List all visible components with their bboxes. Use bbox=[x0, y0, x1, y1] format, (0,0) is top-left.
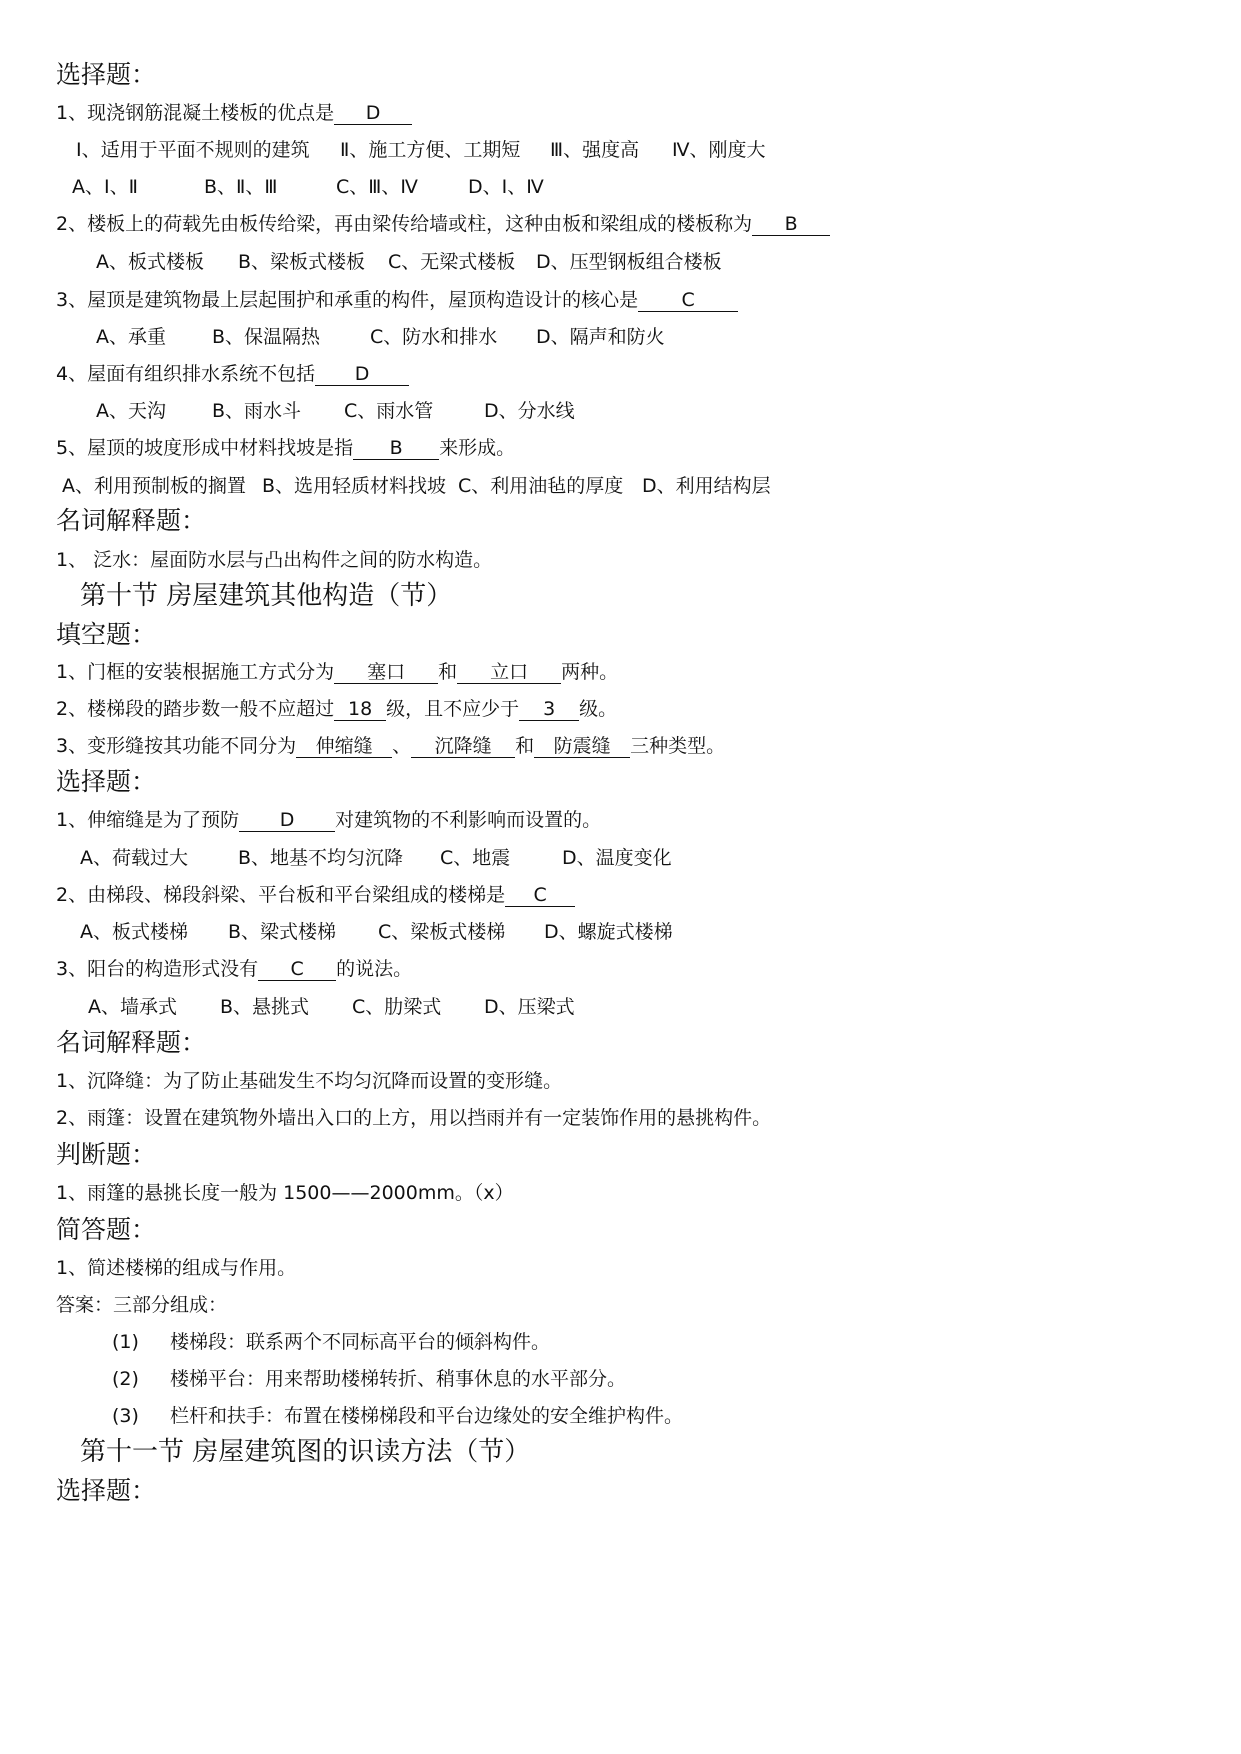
option-d: D、Ⅰ、Ⅳ bbox=[468, 176, 544, 198]
option-b: B、Ⅱ、Ⅲ bbox=[204, 176, 278, 198]
question-2: 2、楼板上的荷载先由板传给梁，再由梁传给墙或柱，这种由板和梁组成的楼板称为 B bbox=[56, 212, 830, 236]
option-c: C、利用油毡的厚度 bbox=[458, 475, 624, 497]
answer-blank: D bbox=[239, 809, 335, 832]
question-1: 1、现浇钢筋混凝土楼板的优点是 D bbox=[56, 101, 412, 125]
section-heading-terms-1: 名词解释题： bbox=[56, 506, 207, 535]
answer-blank: D bbox=[334, 102, 412, 125]
section-heading-short-answer: 简答题： bbox=[56, 1215, 157, 1244]
option-d: D、分水线 bbox=[484, 400, 575, 422]
section-heading-choice-3: 选择题： bbox=[56, 1476, 157, 1505]
answer-blank: 沉降缝 bbox=[411, 735, 515, 758]
answer-part-text: 楼梯段：联系两个不同标高平台的倾斜构件。 bbox=[170, 1331, 551, 1353]
question-5: 5、屋顶的坡度形成中材料找坡是指 B 来形成。 bbox=[56, 437, 516, 459]
option-d: D、压梁式 bbox=[484, 996, 575, 1018]
option-b: B、雨水斗 bbox=[212, 400, 302, 422]
option-d: D、螺旋式楼梯 bbox=[544, 921, 673, 943]
option-d: D、温度变化 bbox=[562, 847, 672, 869]
answer-blank: 3 bbox=[519, 698, 579, 721]
answer-part-number: (1) bbox=[112, 1331, 139, 1353]
question-2: 2、由梯段、梯段斜梁、平台板和平台梁组成的楼梯是 C bbox=[56, 883, 575, 907]
option-a: A、荷载过大 bbox=[80, 847, 188, 869]
statement-4: Ⅳ、刚度大 bbox=[672, 139, 766, 161]
question-1: 1、伸缩缝是为了预防 D 对建筑物的不利影响而设置的。 bbox=[56, 809, 602, 831]
answer-part-text: 楼梯平台：用来帮助楼梯转折、稍事休息的水平部分。 bbox=[170, 1368, 627, 1390]
option-c: C、雨水管 bbox=[344, 400, 434, 422]
option-b: B、梁式楼梯 bbox=[228, 921, 337, 943]
answer-blank: D bbox=[315, 363, 409, 386]
option-a: A、板式楼梯 bbox=[80, 921, 188, 943]
judge-item: 1、雨篷的悬挑长度一般为 1500——2000mm。（ⅹ） bbox=[56, 1182, 514, 1204]
answer-blank: B bbox=[353, 437, 439, 460]
option-a: A、承重 bbox=[96, 326, 166, 348]
question-4: 4、屋面有组织排水系统不包括 D bbox=[56, 362, 409, 386]
option-b: B、保温隔热 bbox=[212, 326, 321, 348]
question-3: 3、屋顶是建筑物最上层起围护和承重的构件，屋顶构造设计的核心是 C bbox=[56, 288, 738, 312]
answer-blank: 防震缝 bbox=[534, 735, 630, 758]
answer-blank: 立口 bbox=[457, 661, 561, 684]
term-item: 1、 泛水：屋面防水层与凸出构件之间的防水构造。 bbox=[56, 549, 493, 571]
section-heading-fill: 填空题： bbox=[56, 620, 157, 649]
section-title-10: 第十节 房屋建筑其他构造（节） bbox=[80, 581, 453, 611]
answer-part-number: (2) bbox=[112, 1368, 139, 1390]
option-a: A、Ⅰ、Ⅱ bbox=[72, 176, 138, 198]
section-heading-choice-2: 选择题： bbox=[56, 767, 157, 796]
statement-3: Ⅲ、强度高 bbox=[550, 139, 640, 161]
option-a: A、板式楼板 bbox=[96, 251, 204, 273]
answer-blank: C bbox=[258, 958, 336, 981]
answer-blank: 塞口 bbox=[334, 661, 438, 684]
short-question: 1、简述楼梯的组成与作用。 bbox=[56, 1257, 297, 1279]
option-b: B、选用轻质材料找坡 bbox=[262, 475, 447, 497]
section-title-11: 第十一节 房屋建筑图的识读方法（节） bbox=[80, 1437, 531, 1467]
option-a: A、利用预制板的搁置 bbox=[62, 475, 246, 497]
option-d: D、压型钢板组合楼板 bbox=[536, 251, 722, 273]
answer-blank: 伸缩缝 bbox=[296, 735, 392, 758]
answer-blank: C bbox=[638, 289, 738, 312]
answer-blank: 18 bbox=[334, 698, 386, 721]
option-d: D、隔声和防火 bbox=[536, 326, 665, 348]
fill-question-3: 3、变形缝按其功能不同分为 伸缩缝 、 沉降缝 和 防震缝 三种类型。 bbox=[56, 735, 726, 757]
option-c: C、梁板式楼梯 bbox=[378, 921, 506, 943]
answer-intro: 答案：三部分组成： bbox=[56, 1294, 228, 1316]
option-c: C、防水和排水 bbox=[370, 326, 498, 348]
term-item: 1、沉降缝：为了防止基础发生不均匀沉降而设置的变形缝。 bbox=[56, 1070, 563, 1092]
term-item: 2、雨篷：设置在建筑物外墙出入口的上方，用以挡雨并有一定装饰作用的悬挑构件。 bbox=[56, 1107, 772, 1129]
option-d: D、利用结构层 bbox=[642, 475, 771, 497]
fill-question-1: 1、门框的安装根据施工方式分为 塞口 和 立口 两种。 bbox=[56, 661, 619, 683]
option-c: C、Ⅲ、Ⅳ bbox=[336, 176, 418, 198]
option-c: C、地震 bbox=[440, 847, 511, 869]
option-a: A、墙承式 bbox=[88, 996, 177, 1018]
answer-blank: B bbox=[752, 213, 830, 236]
answer-part-text: 栏杆和扶手：布置在楼梯梯段和平台边缘处的安全维护构件。 bbox=[170, 1405, 684, 1427]
statement-1: Ⅰ、适用于平面不规则的建筑 bbox=[76, 139, 310, 161]
option-c: C、肋梁式 bbox=[352, 996, 442, 1018]
fill-question-2: 2、楼梯段的踏步数一般不应超过 18 级，且不应少于 3 级。 bbox=[56, 698, 618, 720]
answer-part-number: (3) bbox=[112, 1405, 139, 1427]
section-heading-choice-1: 选择题： bbox=[56, 60, 157, 89]
question-3: 3、阳台的构造形式没有 C 的说法。 bbox=[56, 958, 413, 980]
section-heading-terms-2: 名词解释题： bbox=[56, 1028, 207, 1057]
answer-blank: C bbox=[505, 884, 575, 907]
option-a: A、天沟 bbox=[96, 400, 166, 422]
option-b: B、悬挑式 bbox=[220, 996, 310, 1018]
option-c: C、无梁式楼板 bbox=[388, 251, 516, 273]
option-b: B、地基不均匀沉降 bbox=[238, 847, 404, 869]
section-heading-judge: 判断题： bbox=[56, 1140, 157, 1169]
option-b: B、梁板式楼板 bbox=[238, 251, 366, 273]
statement-2: Ⅱ、施工方便、工期短 bbox=[340, 139, 521, 161]
